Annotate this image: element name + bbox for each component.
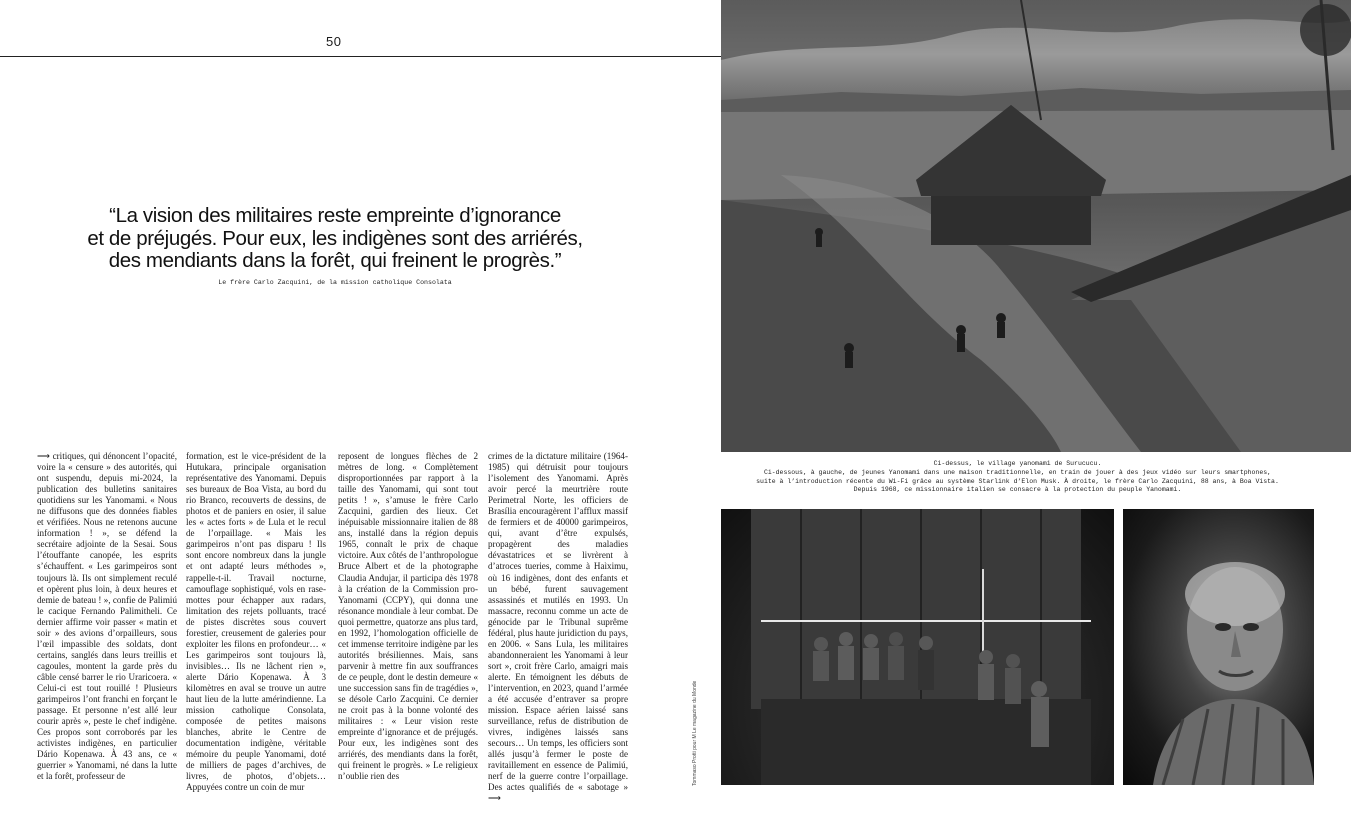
- photo-caption: [740, 460, 1295, 495]
- body-text: reposent de longues flèches de 2 mètres de long. « Complètement disproportionnées par rapport à la taille des Yanomami, qui sont tout petits ! », s’amuse le frère Carlo Zacquini, gardien des lieux. Cet inépuisable missionnaire italien de 88 ans, installé dans la région depuis 1965, connaît le prix de chaque victoire. Aux côtés de l’anthropologue Bruce Albert et de la photographe Claudia Andujar, il participa dès 1978 à la création de la Commission pro-Yanomami (CCPY), qui donna une résonance mondiale à leur combat. De quoi permettre, quatorze ans plus tard, en 1992, l’homologation officielle de cet immense territoire indigène par les autorités brésiliennes. Mais, sans parvenir à mettre fin aux souffrances de ce peuple, dont le destin demeure « une succession sans fin de tragédies », se désole Carlo Zacquini. Ce dernier ne croit pas à la bonne volonté des militaires : « Leur vision reste empreinte d’ignorance et de préjugés. Pour eux, les indigènes sont des arriérés, des mendiants dans la forêt, qui freinent le progrès. » Le religieux n’oublie rien des: [338, 451, 478, 782]
- photo-credit: Tommaso Protti pour M Le magazine du Monde: [692, 680, 698, 786]
- caption-line: Depuis 1968, ce missionnaire italien se consacre à la protection du peuple Yanomami.: [853, 486, 1182, 494]
- body-column-4: [488, 451, 628, 805]
- pull-quote-line: des mendiants dans la forêt, qui freinent le progrès.”: [108, 249, 562, 272]
- page-number: 50: [326, 34, 342, 49]
- pull-quote-credit: Le frère Carlo Zacquini, de la mission catholique Consolata: [218, 279, 452, 286]
- body-column-1: [37, 451, 177, 782]
- header-rule: [0, 56, 721, 57]
- caption-line: Ci-dessus, le village yanomami de Surucucu.: [933, 460, 1102, 467]
- caption-line: suite à l’introduction récente du Wi-Fi grâce au système Starlink d’Elon Musk. À droite, le frère Carlo Zacquini, 88 ans, à Boa Vista.: [756, 477, 1279, 485]
- body-column-2: [186, 451, 326, 793]
- body-text: ⟶ critiques, qui dénoncent l’opacité, voire la « censure » des autorités, qui ont suspendu, depuis mi-2024, la publication des bulletins sanitaires quotidiens sur les Yanomami. « Nous ne diffusons que des données fiables et vérifiées. Nous ne retenons aucune information ! », se défend la secrétaire adjointe de la Sesai. Sous l’étouffante canopée, les esprits s’échauffent. « Les garimpeiros sont toujours là. Ils ont simplement reculé et opèrent plus loin, à deux heures et demie de bateau ! », confie de Palimiú le cacique Fernando Palimitheli. Ce dernier affirme voir passer « matin et soir » des avions d’orpailleurs, sous l’œil impassible des soldats, dont certains, sanglés dans leurs treillis et cagoules, montent la garde près du câble censé barrer le rio Uraricoera. « Celui-ci est tout rouillé ! Plusieurs garimpeiros l’ont franchi en forçant le passage. Et personne n’est allé leur courir après », peste le chef indigène. Ces propos sont corroborés par les activistes indigènes, en particulier Dário Kopenawa. À 43 ans, ce « guerrier » Yanomami, né dans la lutte et la forêt, professeur de: [37, 451, 177, 782]
- pull-quote-line: “La vision des militaires reste empreinte d’ignorance: [109, 204, 561, 227]
- pull-quote-line: et de préjugés. Pour eux, les indigènes sont des arriérés,: [87, 226, 583, 250]
- body-text: crimes de la dictature militaire (1964-1985) qui détruisit pour toujours l’isolement des Yanomami. Après avoir percé la meurtrière route Perimetral Norte, les officiers de Brasília encouragèrent l’afflux massif de fermiers et de 40000 garimpeiros, qui, avant d’être expulsés, propagèrent des maladies dévastatrices et se livrèrent à d’atroces tueries, comme à Haìximu, où 16 indigènes, dont des enfants et un bébé, furent sauvagement assassinés et mutilés en 1993. Un massacre, reconnu comme un acte de génocide par le Tribunal suprême fédéral, plus haute juridiction du pays, en 2006. « Sans Lula, les militaires abandonneraient les Yanomami à leur sort », croit frère Carlo, amaigri mais alerte. En témoignent les débuts de l’intervention, en 2023, quand l’armée a été accusée d’entraver sa propre mission. Espace aérien laissé sans surveillance, refus de distribution de vivres, indigènes laissés sans secours… Un temps, les officiers sont allés jusqu’à fermer le poste de ravitaillement en essence de Palimiú, nerf de la guerre contre l’orpaillage. Des actes qualifiés de « sabotage » ⟶: [488, 451, 628, 804]
- carlo-zacquini-portrait: [1123, 509, 1314, 785]
- body-column-3: [338, 451, 478, 782]
- village-photo: [721, 0, 1351, 452]
- children-interior-photo: [721, 509, 1114, 785]
- body-text: formation, est le vice-président de la Hutukara, principale organisation représentative des Yanomami. Depuis ses bureaux de Boa Vista, au bord du rio Branco, recouverts de dessins, de photos et de paniers en osier, il salue les « actes forts » de Lula et le recul de l’orpaillage. « Mais les garimpeiros n’ont pas disparu ! Ils sont encore nombreux dans la jungle et ont adapté leurs méthodes », rappelle-t-il. Travail nocturne, camouflage sophistiqué, vols en rase-mottes pour échapper aux radars, limitation des rejets polluants, tracé de pistes discrètes sous couvert forestier, creusement de galeries pour exploiter les filons en profondeur… « Les garimpeiros sont toujours là, invisibles… Ils ne lâchent rien », alerte Dário Kopenawa. À 3 kilomètres en aval se trouve un autre haut lieu de la lutte amérindienne. La mission catholique Consolata, composée de petites maisons blanches, abrite le Centre de documentation indigène, véritable mémoire du peuple Yanomami, doté de milliers de pages d’archives, de livres, de photos, d’objets… Appuyées contre un coin de mur: [186, 451, 326, 793]
- pull-quote: [40, 205, 630, 273]
- caption-line: Ci-dessous, à gauche, de jeunes Yanomami dans une maison traditionnelle, en train de jouer à des jeux vidéo sur leurs smartphones,: [763, 468, 1272, 476]
